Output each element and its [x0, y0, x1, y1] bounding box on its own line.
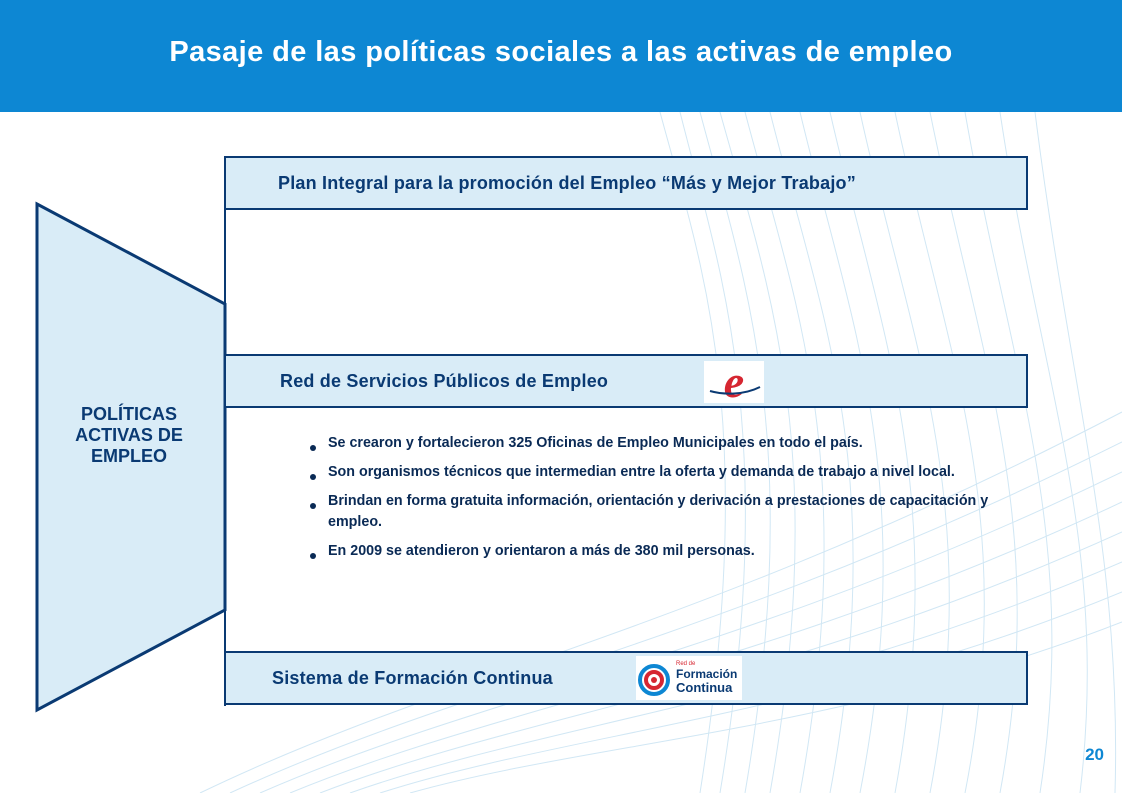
- formacion-continua-label: Sistema de Formación Continua: [272, 668, 553, 688]
- list-item: Brindan en forma gratuita información, orientación y derivación a prestaciones de capacitación y empleo.: [308, 491, 1020, 533]
- svg-text:Red de: Red de: [676, 661, 696, 667]
- list-item: Son organismos técnicos que intermedian entre la oferta y demanda de trabajo a nivel local.: [308, 462, 1020, 483]
- e-logo-icon: [704, 361, 764, 403]
- red-servicios-label: Red de Servicios Públicos de Empleo: [280, 371, 609, 391]
- e-logo-letter: e: [723, 361, 745, 403]
- bullet-list: [308, 433, 1020, 570]
- svg-text:Continua: Continua: [676, 680, 733, 695]
- formacion-continua-bar: [224, 651, 1028, 705]
- slide-title: Pasaje de las políticas sociales a las activas de empleo: [169, 36, 953, 68]
- plan-integral-bar: [224, 156, 1028, 210]
- connector-line: [224, 156, 226, 706]
- formacion-continua-logo: [636, 656, 742, 700]
- red-servicios-bar: [224, 354, 1028, 408]
- header-bar: [0, 0, 1122, 112]
- svg-text:Formación: Formación: [676, 667, 738, 681]
- plan-integral-label: Plan Integral para la promoción del Empleo “Más y Mejor Trabajo”: [278, 173, 856, 193]
- list-item: Se crearon y fortalecieron 325 Oficinas de Empleo Municipales en todo el país.: [308, 433, 1020, 454]
- sidebar-label: POLÍTICAS ACTIVAS DE EMPLEO: [75, 404, 183, 466]
- page-number: 20: [1085, 745, 1104, 764]
- list-item: En 2009 se atendieron y orientaron a más de 380 mil personas.: [308, 541, 1020, 562]
